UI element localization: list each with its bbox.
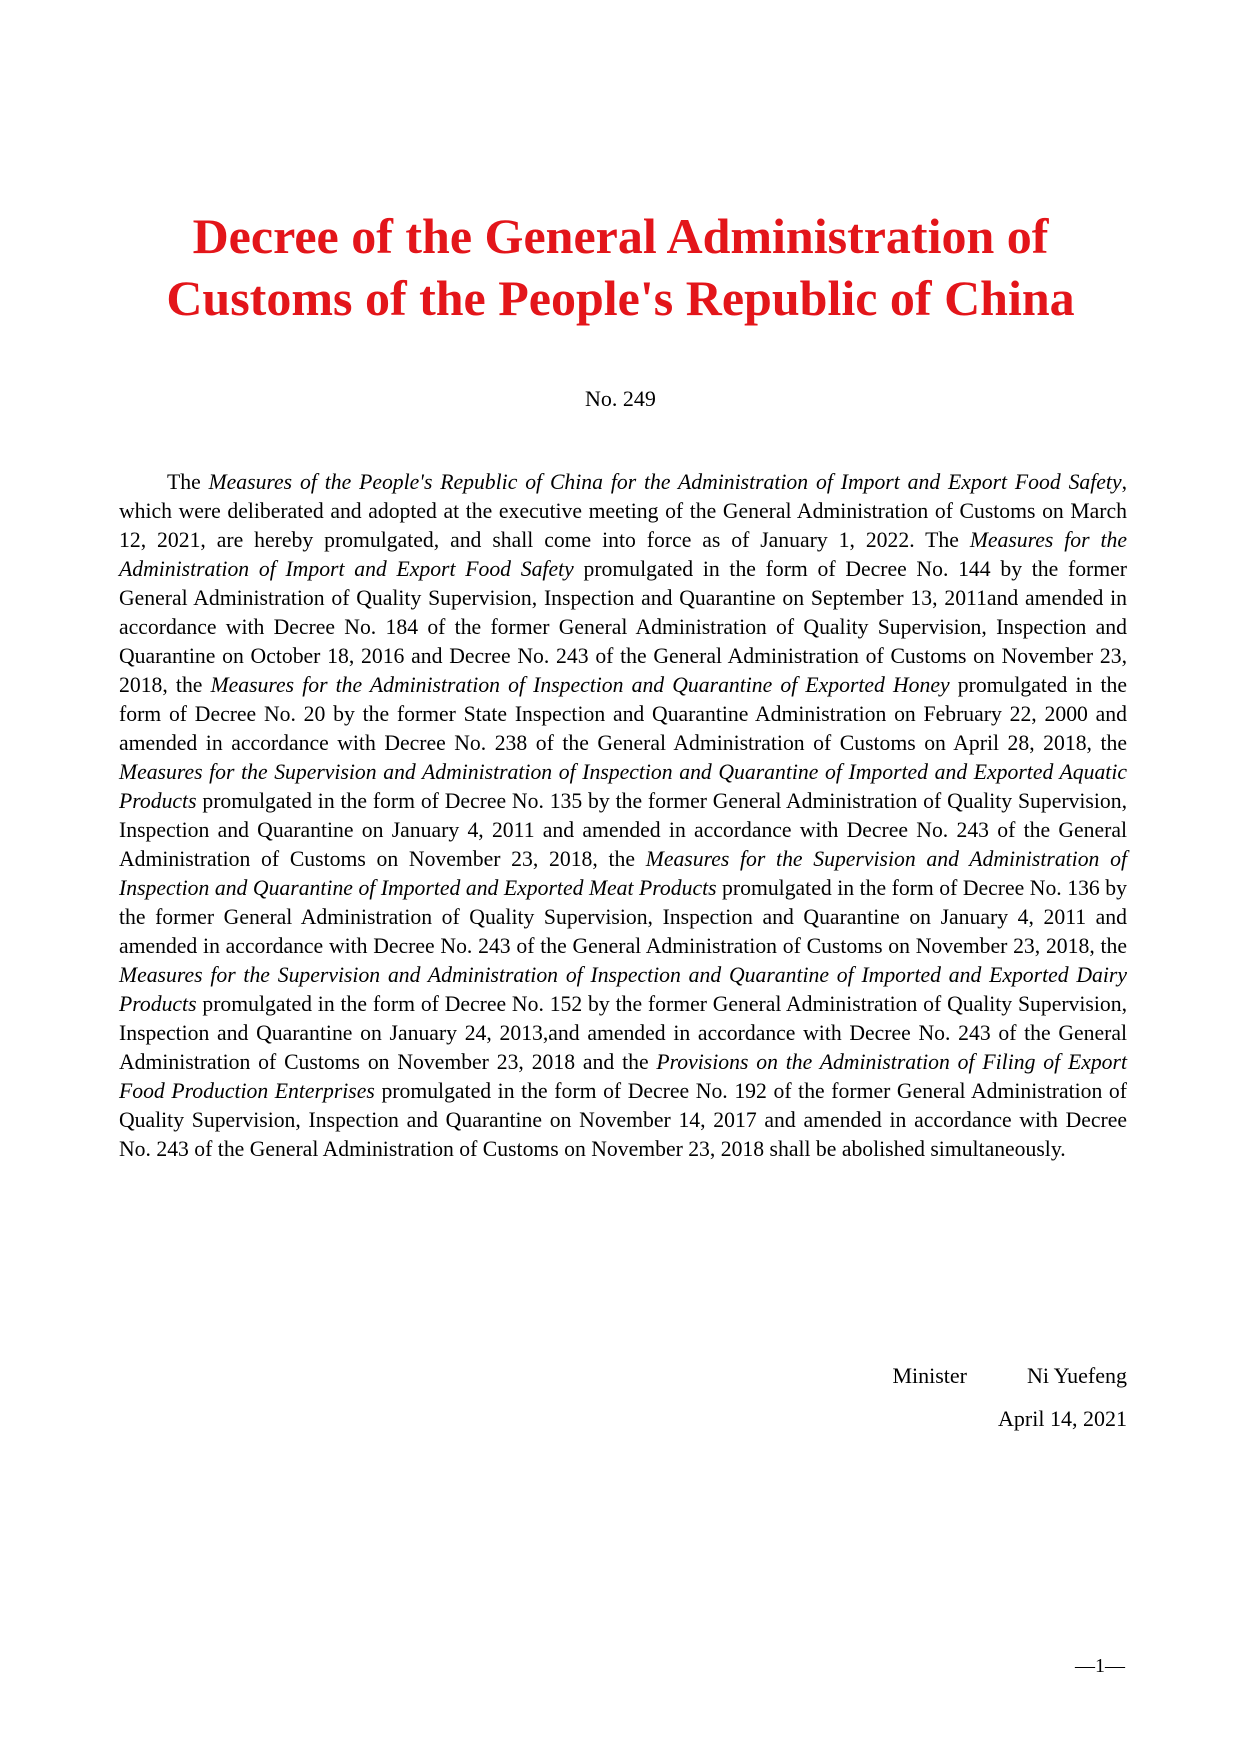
- body-text-segment: promulgated in the form of Decree No. 135 by the former General Administration of Quality Supervision, Inspection and Quarantine on January 4, 2011 and amended in accordance with Decree No. 243 of the General Administration of Customs on November 23, 2018, the: [119, 789, 1127, 871]
- title-line-1: Decree of the General Administration of: [192, 208, 1049, 264]
- measure-title: Measures for the Supervision and Administration of Inspection and Quarantine of Imported and Exported Meat Products: [119, 847, 1127, 900]
- body-text-segment: promulgated in the form of Decree No. 20 by the former State Inspection and Quarantine Administration on February 22, 2000 and amended in accordance with Decree No. 238 of the General Administration of Customs on April 28, 2018, the: [119, 673, 1128, 755]
- measure-title: Measures for the Administration of Inspection and Quarantine of Exported Honey: [210, 673, 950, 697]
- signatory-name: Ni Yuefeng: [1027, 1363, 1127, 1388]
- measure-title: Measures for the Supervision and Administration of Inspection and Quarantine of Imported and Exported Aquatic Products: [119, 760, 1127, 813]
- signatory-position: Minister: [892, 1363, 967, 1388]
- decree-number: No. 249: [585, 386, 656, 411]
- title-line-2: Customs of the People's Republic of China: [166, 270, 1075, 326]
- body-text-segment: The: [167, 470, 209, 494]
- body-text-segment: promulgated in the form of Decree No. 192 of the former General Administration of Quality Supervision, Inspection and Quarantine on November 14, 2017 and amended in accordance with Decree No. 243 of the General Administration of Customs on November 23, 2018 shall be abolished simultaneously.: [119, 1079, 1127, 1161]
- body-text-segment: promulgated in the form of Decree No. 136 by the former General Administration of Quality Supervision, Inspection and Quarantine on January 4, 2011 and amended in accordance with Decree No. 243 of the General Administration of Customs on November 23, 2018, the: [119, 876, 1127, 958]
- body-text-segment: promulgated in the form of Decree No. 144 by the former General Administration of Quality Supervision, Inspection and Quarantine on September 13, 2011and amended in accordance with Decree No. 184 of the former General Administration of Quality Supervision, Inspection and Quarantine on October 18, 2016 and Decree No. 243 of the General Administration of Customs on November 23, 2018, the: [119, 557, 1127, 697]
- signature-line: [892, 1362, 1127, 1390]
- decree-body-paragraph: [119, 468, 1127, 1164]
- measure-title: Measures of the People's Republic of China for the Administration of Import and Export Food Safety: [208, 470, 1122, 494]
- body-text-segment: , which were deliberated and adopted at the executive meeting of the General Administration of Customs on March 12, 2021, are hereby promulgated, and shall come into force as of January 1, 2022. The: [119, 470, 1127, 552]
- decree-date: April 14, 2021: [998, 1406, 1127, 1431]
- measure-title: Provisions on the Administration of Filing of Export Food Production Enterprises: [119, 1050, 1127, 1103]
- decree-title: [100, 205, 1141, 329]
- measure-title: Measures for the Administration of Import and Export Food Safety: [119, 528, 1127, 581]
- page-number: —1—: [1075, 1655, 1125, 1677]
- body-text-segment: promulgated in the form of Decree No. 152 by the former General Administration of Quality Supervision, Inspection and Quarantine on January 24, 2013,and amended in accordance with Decree No. 243 of the General Administration of Customs on November 23, 2018 and the: [119, 992, 1127, 1074]
- measure-title: Measures for the Supervision and Administration of Inspection and Quarantine of Imported and Exported Dairy Products: [119, 963, 1127, 1016]
